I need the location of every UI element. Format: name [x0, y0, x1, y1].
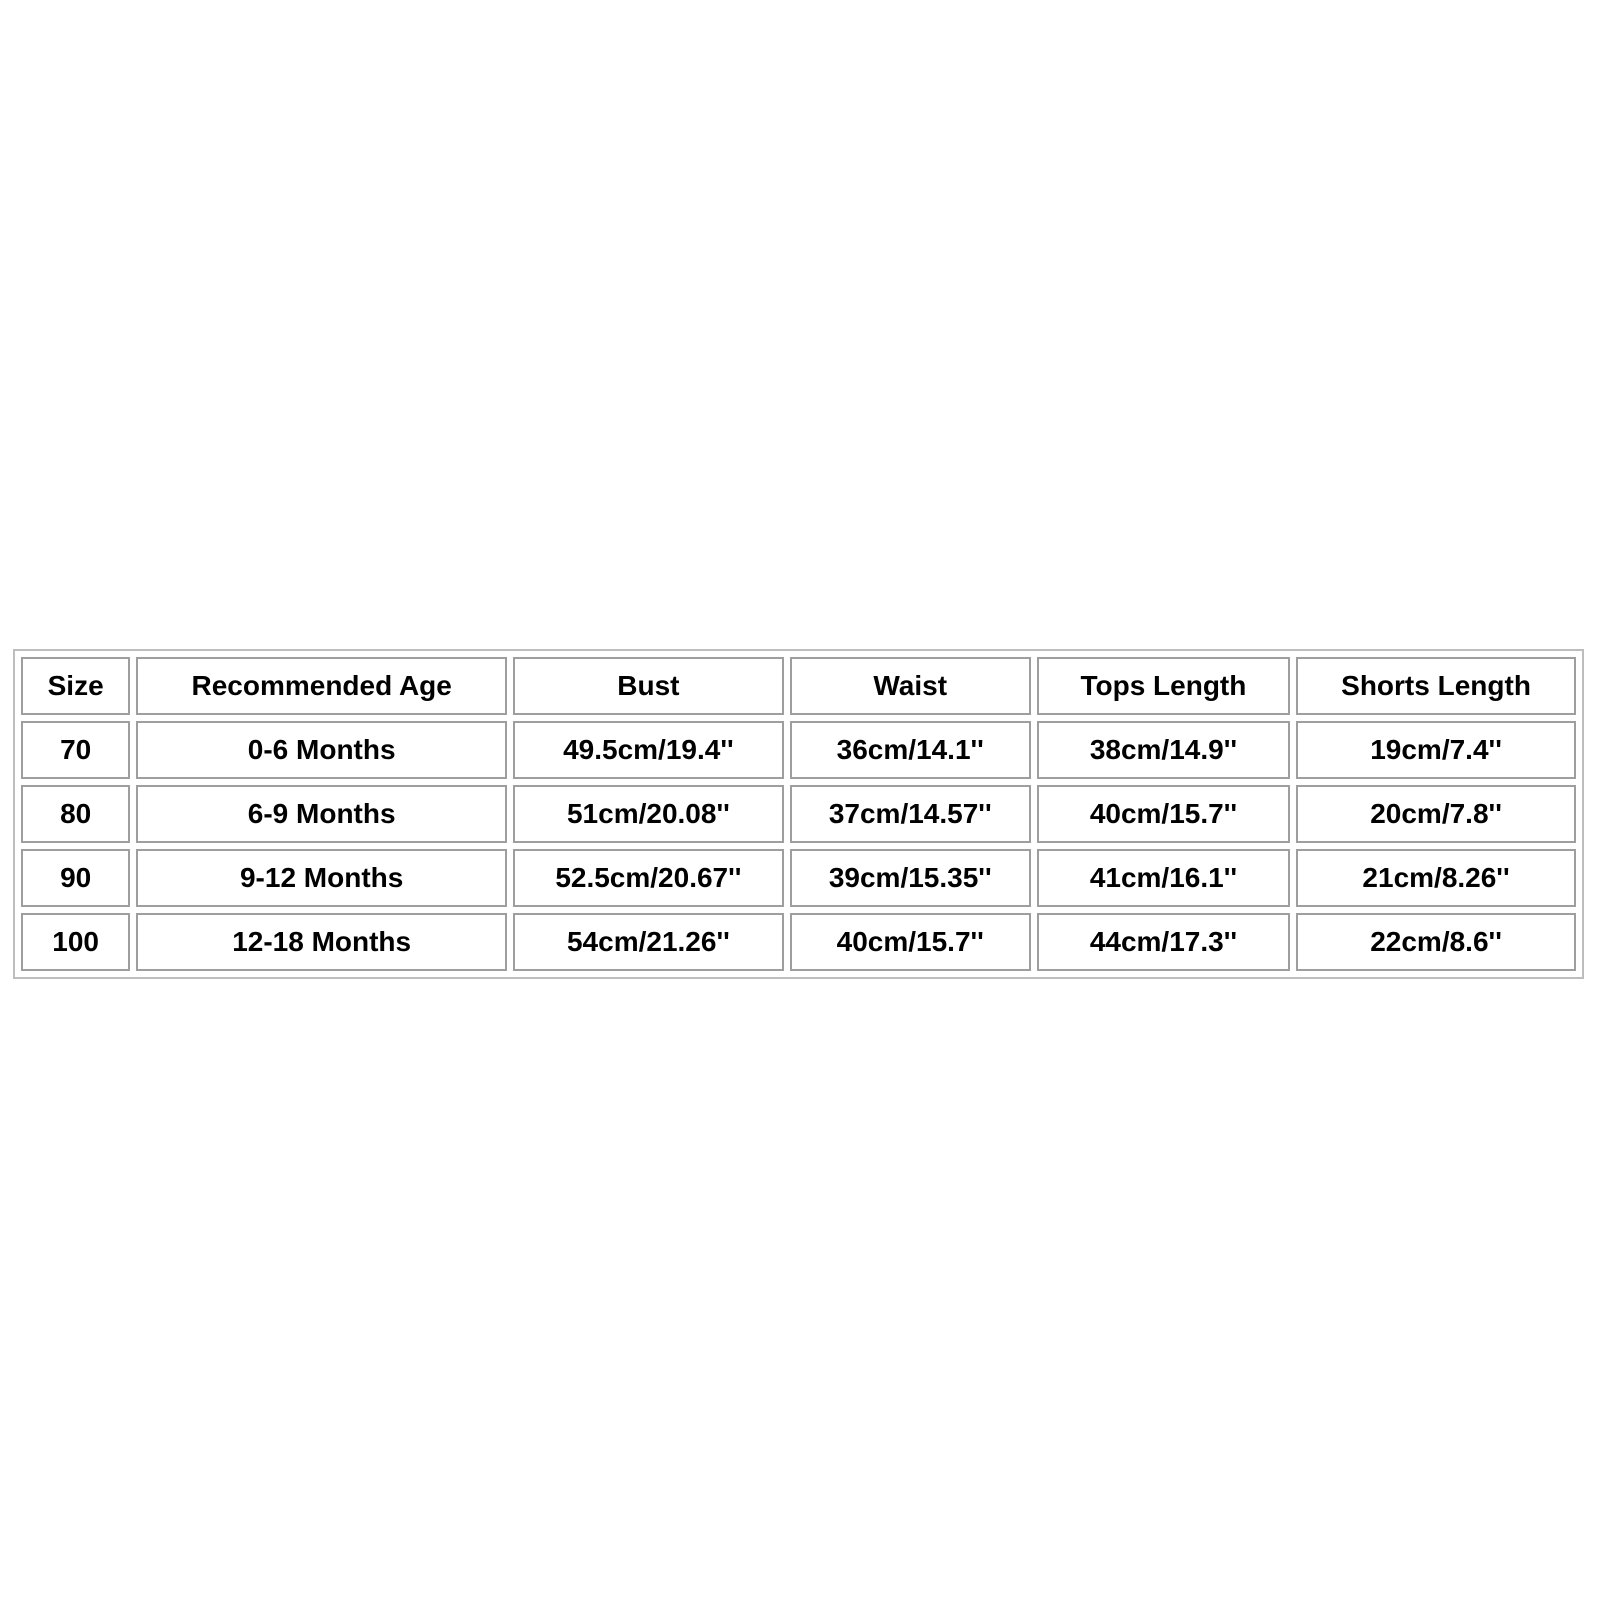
header-waist: Waist	[790, 657, 1031, 715]
cell-shorts-length: 22cm/8.6''	[1296, 913, 1576, 971]
cell-recommended-age: 0-6 Months	[136, 721, 507, 779]
size-chart-table	[13, 649, 1584, 979]
cell-size: 70	[21, 721, 130, 779]
table-header-row	[21, 657, 1576, 715]
cell-shorts-length: 19cm/7.4''	[1296, 721, 1576, 779]
cell-bust: 49.5cm/19.4''	[513, 721, 784, 779]
header-recommended-age: Recommended Age	[136, 657, 507, 715]
cell-recommended-age: 9-12 Months	[136, 849, 507, 907]
table-row	[21, 785, 1576, 843]
cell-tops-length: 44cm/17.3''	[1037, 913, 1290, 971]
cell-tops-length: 40cm/15.7''	[1037, 785, 1290, 843]
cell-tops-length: 38cm/14.9''	[1037, 721, 1290, 779]
table-row	[21, 721, 1576, 779]
cell-bust: 52.5cm/20.67''	[513, 849, 784, 907]
header-shorts-length: Shorts Length	[1296, 657, 1576, 715]
cell-recommended-age: 6-9 Months	[136, 785, 507, 843]
cell-bust: 51cm/20.08''	[513, 785, 784, 843]
cell-shorts-length: 20cm/7.8''	[1296, 785, 1576, 843]
cell-waist: 39cm/15.35''	[790, 849, 1031, 907]
cell-size: 80	[21, 785, 130, 843]
header-size: Size	[21, 657, 130, 715]
cell-size: 100	[21, 913, 130, 971]
cell-recommended-age: 12-18 Months	[136, 913, 507, 971]
cell-tops-length: 41cm/16.1''	[1037, 849, 1290, 907]
cell-waist: 36cm/14.1''	[790, 721, 1031, 779]
cell-shorts-length: 21cm/8.26''	[1296, 849, 1576, 907]
table-row	[21, 913, 1576, 971]
header-bust: Bust	[513, 657, 784, 715]
header-tops-length: Tops Length	[1037, 657, 1290, 715]
table-row	[21, 849, 1576, 907]
cell-bust: 54cm/21.26''	[513, 913, 784, 971]
cell-waist: 40cm/15.7''	[790, 913, 1031, 971]
cell-size: 90	[21, 849, 130, 907]
cell-waist: 37cm/14.57''	[790, 785, 1031, 843]
